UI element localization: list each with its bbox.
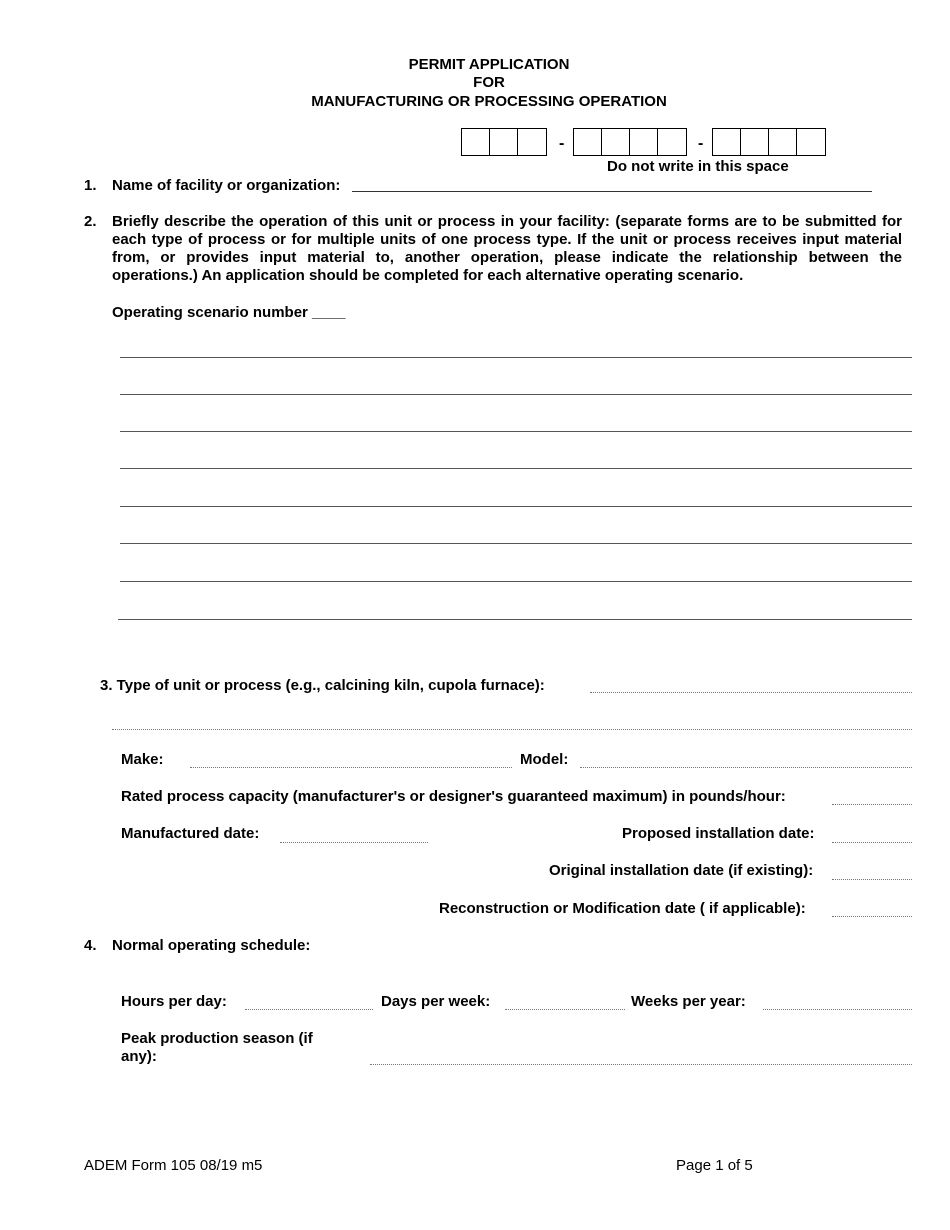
description-line-2[interactable]: [120, 394, 912, 395]
model-field[interactable]: [580, 767, 912, 768]
days-per-week-field[interactable]: [505, 1009, 625, 1010]
proposed-installation-label: Proposed installation date:: [622, 825, 815, 842]
proposed-installation-field[interactable]: [832, 842, 912, 843]
id-box-group-1: [461, 128, 547, 156]
unit-type-field[interactable]: [590, 692, 912, 693]
days-per-week-label: Days per week:: [381, 993, 491, 1010]
peak-season-field[interactable]: [370, 1064, 912, 1065]
capacity-label: Rated process capacity (manufacturer's or designer's guaranteed maximum) in pounds/hour:: [121, 788, 786, 805]
form-title-line1: PERMIT APPLICATION: [408, 56, 570, 73]
description-line-8[interactable]: [118, 619, 912, 620]
unit-type-field-continued[interactable]: [112, 729, 912, 730]
page-number: Page 1 of 5: [676, 1157, 753, 1174]
manufactured-date-field[interactable]: [280, 842, 428, 843]
form-title-line2: FOR: [473, 74, 505, 91]
id-separator-1: -: [559, 135, 565, 152]
description-line-6[interactable]: [120, 543, 912, 544]
id-box-group-2: [573, 128, 687, 156]
description-line-1[interactable]: [120, 357, 912, 358]
q2-description: Briefly describe the operation of this unit or process in your facility: (separate forms are to be submitted for each type of process or for multiple units of one process type. If the unit or process receives input material from, or provides input material to, another operation, please indicate the relationship between the operations.) An application should be completed for each alternative operating scenario.: [112, 213, 902, 284]
hours-per-day-label: Hours per day:: [121, 993, 227, 1010]
reconstruction-date-field[interactable]: [832, 916, 912, 917]
description-line-3[interactable]: [120, 431, 912, 432]
operating-scenario-label: Operating scenario number ____: [112, 304, 346, 321]
peak-season-label: Peak production season (if any):: [121, 1030, 313, 1065]
q1-number: 1.: [84, 177, 97, 194]
q4-number: 4.: [84, 937, 97, 954]
original-installation-field[interactable]: [832, 879, 912, 880]
hours-per-day-field[interactable]: [245, 1009, 373, 1010]
office-use-note: Do not write in this space: [607, 158, 789, 175]
make-field[interactable]: [190, 767, 512, 768]
make-label: Make:: [121, 751, 164, 768]
q2-number: 2.: [84, 213, 97, 230]
description-line-7[interactable]: [120, 581, 912, 582]
q1-label: Name of facility or organization:: [112, 177, 341, 194]
form-title-line3: MANUFACTURING OR PROCESSING OPERATION: [311, 93, 667, 110]
facility-name-field[interactable]: [352, 191, 872, 192]
description-line-4[interactable]: [120, 468, 912, 469]
weeks-per-year-label: Weeks per year:: [631, 993, 746, 1010]
original-installation-label: Original installation date (if existing):: [549, 862, 814, 879]
description-line-5[interactable]: [120, 506, 912, 507]
weeks-per-year-field[interactable]: [763, 1009, 912, 1010]
q3-label: 3. Type of unit or process (e.g., calcining kiln, cupola furnace):: [100, 677, 545, 694]
id-separator-2: -: [698, 135, 704, 152]
manufactured-date-label: Manufactured date:: [121, 825, 260, 842]
id-box-group-3: [712, 128, 826, 156]
model-label: Model:: [520, 751, 569, 768]
reconstruction-date-label: Reconstruction or Modification date ( if applicable):: [439, 900, 806, 917]
q4-label: Normal operating schedule:: [112, 937, 311, 954]
capacity-field[interactable]: [832, 804, 912, 805]
form-identifier: ADEM Form 105 08/19 m5: [84, 1157, 263, 1174]
